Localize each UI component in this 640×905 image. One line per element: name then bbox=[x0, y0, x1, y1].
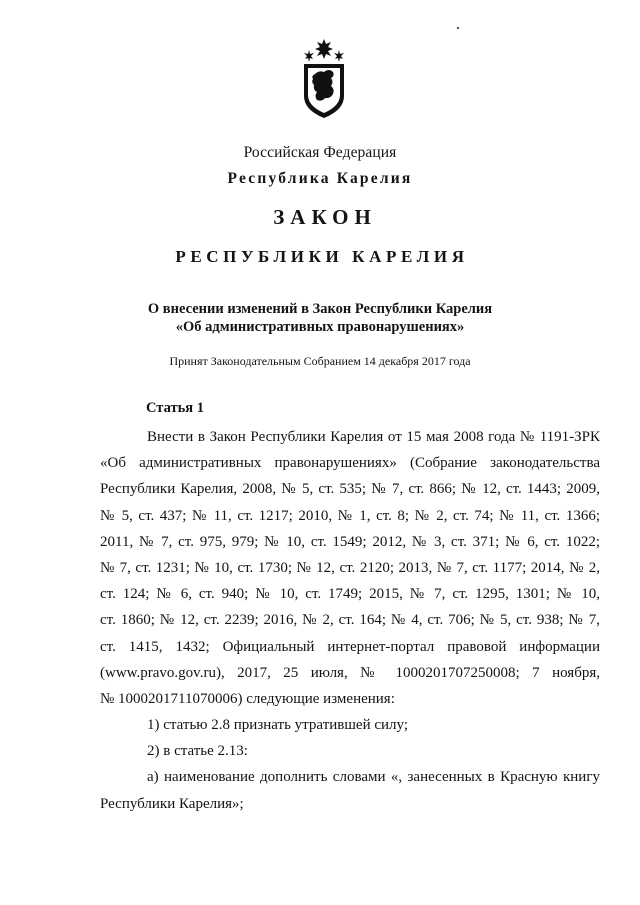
body-line: № 5, ст. 437; № 11, ст. 1217; 2010, № 1, ст. 8; № 2, ст. 74; № 11, ст. 1366; bbox=[100, 507, 600, 524]
body-line: «Об административных правонарушениях» (Собрание законодательства bbox=[100, 455, 600, 472]
karelia-coat-of-arms-icon bbox=[297, 38, 351, 120]
list-item-a-continuation: Республики Карелия»; bbox=[100, 795, 244, 812]
body-line: 2011, № 7, ст. 975, 979; № 10, ст. 1549; 2012, № 3, ст. 371; № 6, ст. 1022; bbox=[100, 533, 600, 550]
body-line: ст. 124; № 6, ст. 940; № 10, ст. 1749; 2015, № 7, ст. 1295, 1301; № 10, bbox=[100, 586, 600, 603]
list-item-2: 2) в статье 2.13: bbox=[147, 743, 248, 760]
body-line: Внести в Закон Республики Карелия от 15 мая 2008 года № 1191-ЗРК bbox=[147, 429, 600, 445]
scan-speck bbox=[457, 27, 459, 29]
body-line: № 7, ст. 1231; № 10, ст. 1730; № 12, ст. 2120; 2013, № 7, ст. 1177; 2014, № 2, bbox=[100, 559, 600, 576]
law-title-line-2: «Об административных правонарушениях» bbox=[175, 319, 465, 335]
list-item-a: а) наименование дополнить словами «, занесенных в Красную книгу bbox=[147, 769, 600, 786]
body-line: ст. 1415, 1432; Официальный интернет-портал правовой информации bbox=[100, 638, 600, 655]
adoption-note: Принят Законодательным Собранием 14 декабря 2017 года bbox=[169, 354, 471, 368]
body-line: ст. 1860; № 12, ст. 2239; 2016, № 2, ст. 164; № 4, ст. 706; № 5, ст. 938; № 7, bbox=[100, 612, 600, 629]
list-item-1: 1) статью 2.8 признать утратившей силу; bbox=[147, 717, 408, 734]
article-heading: Статья 1 bbox=[146, 400, 204, 416]
article-body bbox=[100, 424, 600, 817]
body-line: (www.pravo.gov.ru), 2017, 25 июля, № 1000201707250008; 7 ноября, bbox=[100, 664, 600, 681]
body-line: № 1000201711070006) следующие изменения: bbox=[100, 690, 395, 707]
country-name: Российская Федерация bbox=[243, 144, 397, 161]
republic-name: Республика Карелия bbox=[227, 170, 413, 187]
body-line: Республики Карелия, 2008, № 5, ст. 535; № 7, ст. 866; № 12, ст. 1443; 2009, bbox=[100, 481, 600, 498]
law-title-line-1: О внесении изменений в Закон Республики Карелия bbox=[147, 301, 493, 317]
document-type: ЗАКОН bbox=[273, 205, 377, 229]
document-issuer: РЕСПУБЛИКИ КАРЕЛИЯ bbox=[175, 247, 469, 266]
